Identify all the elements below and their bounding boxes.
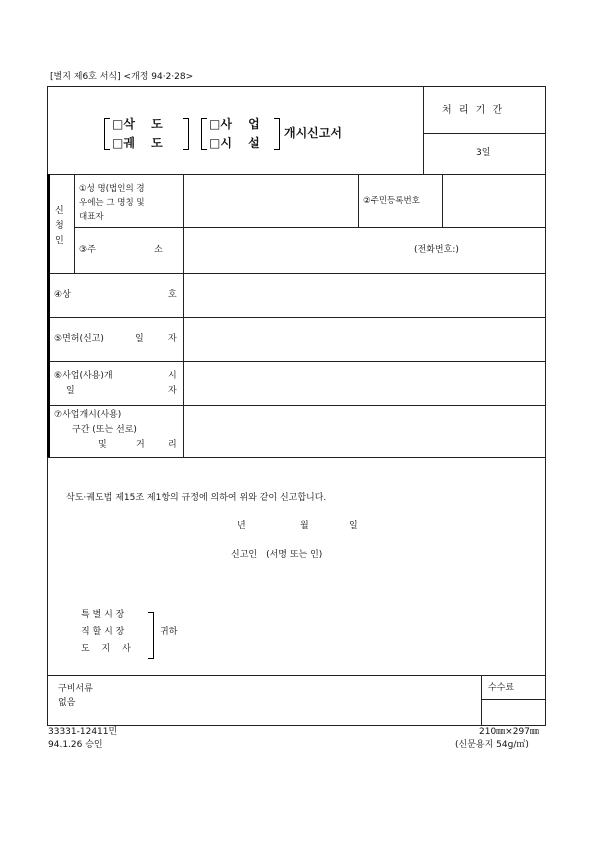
applicant-col-line [74, 174, 75, 273]
name-label-line1: ①성 명(법인의 경 [79, 184, 145, 194]
declaration-text: 삭도·궤도법 제15조 제1항의 규정에 의하여 위와 같이 신고합니다. [66, 493, 327, 503]
docs-label: 구비서류 [58, 684, 93, 694]
table-left-thick [47, 174, 50, 457]
name-field[interactable] [186, 177, 354, 225]
start-date-label-4: 자 [168, 386, 177, 396]
fee-col-line [481, 675, 482, 726]
declarant-signature: 신고인 (서명 또는 인) [231, 550, 323, 560]
regno-label-left [358, 174, 359, 227]
title-suffix: 개시신고서 [284, 126, 342, 140]
address-field[interactable] [186, 230, 406, 270]
footer-size: 210㎜×297㎜ [479, 727, 539, 737]
section-label-3: 및 [98, 440, 107, 450]
trade-name-label-2: 호 [168, 290, 177, 300]
section-label-1: ⑦사업개시(사용) [54, 410, 122, 420]
regno-label-right [442, 174, 443, 227]
recipient-bracket [148, 612, 154, 659]
footer-paper: (신문용지 54g/㎡) [455, 740, 529, 750]
row-line-6 [47, 457, 546, 458]
address-label-1: ③주 [79, 245, 96, 255]
phone-label: (전화번호:) [414, 245, 459, 255]
row-line-5 [47, 405, 546, 406]
license-date-label-1: ⑤면허(신고) [54, 334, 104, 344]
title-option-cableway: □삭 도 [112, 117, 163, 131]
title-option-track: □궤 도 [112, 136, 163, 150]
fee-label: 수수료 [488, 683, 515, 693]
recipient-line-2: 직 할 시 장 [81, 627, 125, 637]
fee-divider [481, 699, 546, 700]
label-col-line [183, 174, 184, 457]
reg-no-label: ②주민등록번호 [363, 196, 420, 206]
processing-value: 3일 [476, 148, 491, 158]
date-month: 월 [300, 521, 309, 531]
section-label-2: 구간 (또는 선로) [72, 425, 137, 435]
reg-no-field[interactable] [445, 177, 543, 225]
table-top-line [47, 174, 546, 175]
section-label-5: 리 [168, 440, 177, 450]
trade-name-field[interactable] [186, 276, 543, 315]
applicant-side-label-2: 청 [55, 221, 64, 231]
row-line-1 [74, 227, 546, 228]
form-number: [별지 제6호 서식] <개정 94·2·28> [50, 72, 194, 82]
name-label-line3: 대표자 [79, 212, 104, 222]
license-date-label-2: 일 [135, 334, 144, 344]
start-date-field[interactable] [186, 364, 543, 403]
processing-label: 처 리 기 간 [442, 105, 505, 116]
row-line-2 [47, 273, 546, 274]
start-date-label-1: ⑥사업(사용)개 [54, 371, 113, 381]
title-right-bracket-open [201, 118, 207, 150]
footer-box-top [47, 675, 546, 676]
docs-value: 없음 [58, 698, 76, 708]
section-field[interactable] [186, 408, 543, 455]
trade-name-label-1: ④상 [54, 290, 71, 300]
title-option-facility: □시 설 [209, 136, 260, 150]
recipient-suffix: 귀하 [160, 627, 178, 637]
license-date-field[interactable] [186, 320, 543, 359]
row-line-4 [47, 361, 546, 362]
recipient-line-3: 도 지 사 [81, 644, 131, 654]
date-year: 년 [237, 521, 246, 531]
section-label-4: 거 [136, 440, 145, 450]
start-date-label-2: 시 [168, 371, 177, 381]
footer-code: 33331-12411민 [48, 727, 118, 737]
title-left-bracket-close [183, 118, 189, 150]
applicant-side-label-1: 신 [55, 206, 64, 216]
title-divider [423, 86, 424, 174]
applicant-side-label-3: 인 [55, 236, 64, 246]
name-label-line2: 우에는 그 명칭 및 [79, 198, 145, 208]
start-date-label-3: 일 [66, 386, 75, 396]
processing-divider [423, 133, 546, 134]
address-label-2: 소 [154, 245, 163, 255]
title-left-bracket-open [104, 118, 110, 150]
date-day: 일 [349, 521, 358, 531]
row-line-3 [47, 317, 546, 318]
title-option-business: □사 업 [209, 117, 260, 131]
license-date-label-3: 자 [168, 334, 177, 344]
title-right-bracket-close [274, 118, 280, 150]
recipient-line-1: 특 별 시 장 [81, 610, 125, 620]
footer-approval: 94.1.26 승인 [48, 740, 103, 750]
